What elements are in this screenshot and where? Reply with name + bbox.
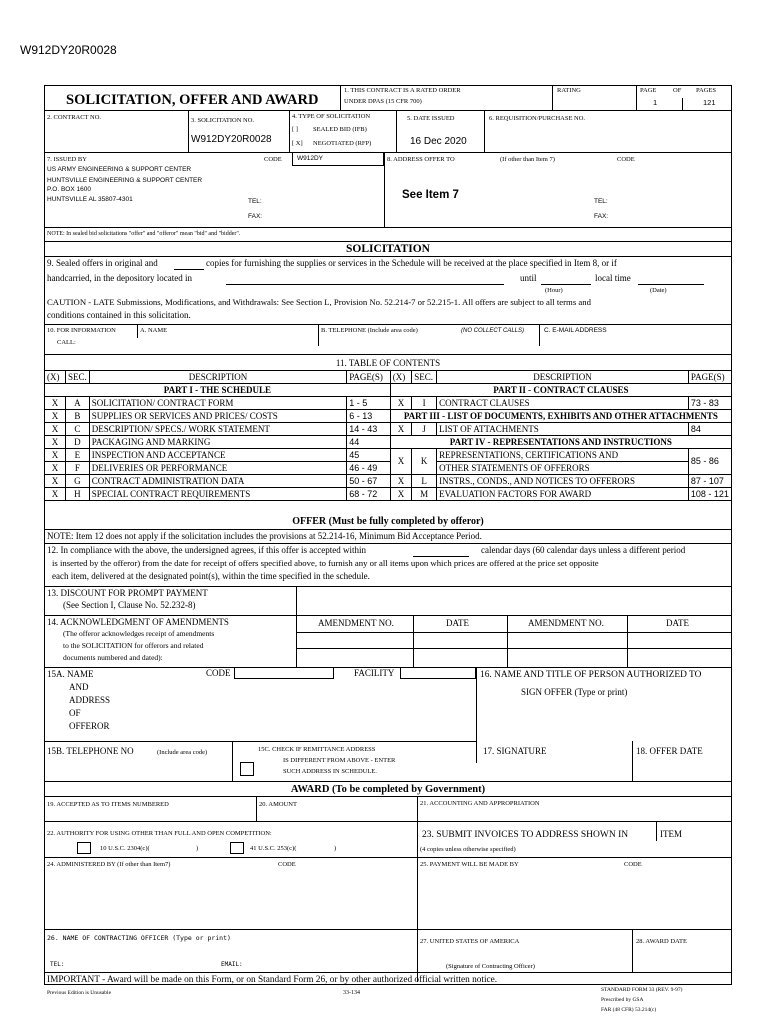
date-issued-label: 5. DATE ISSUED: [407, 115, 455, 122]
usc-2304-checkbox[interactable]: [77, 842, 91, 854]
toc-desc: SUPPLIES OR SERVICES AND PRICES/ COSTS: [89, 410, 347, 423]
toc-pages: 1 - 5: [347, 397, 391, 410]
toc-sec: K: [412, 449, 437, 475]
toc-col-desc-right: DESCRIPTION: [437, 371, 689, 384]
toc-sec: C: [65, 423, 89, 436]
toc-desc: DESCRIPTION/ SPECS./ WORK STATEMENT: [89, 423, 347, 436]
issuer-line-1: US ARMY ENGINEERING & SUPPORT CENTER: [47, 166, 192, 173]
toc-desc: SPECIAL CONTRACT REQUIREMENTS: [89, 488, 347, 501]
item26-tel-label: TEL:: [50, 961, 65, 968]
toc-x: X: [45, 436, 66, 449]
toc-pages: 73 - 83: [688, 397, 731, 410]
toc-pages: 68 - 72: [347, 488, 391, 501]
item12-line1b: calendar days (60 calendar days unless a different period: [481, 545, 686, 555]
toc-col-sec-right: SEC.: [412, 371, 437, 384]
check-15c-line1: 15C. CHECK IF REMITTANCE ADDRESS: [258, 746, 376, 753]
telephone-15b-note: (Include area code): [157, 749, 208, 756]
offer-date-18-label: 18. OFFER DATE: [636, 746, 703, 756]
see-item-7: See Item 7: [402, 189, 459, 201]
of-label: OF: [673, 87, 682, 94]
no-collect-label: (NO COLLECT CALLS): [461, 328, 525, 334]
item23-item-label: ITEM: [660, 829, 682, 839]
address-code-label: CODE: [617, 156, 635, 163]
table-row: [45, 410, 732, 423]
toc-col-x: (X): [45, 371, 66, 384]
check-15c-line3: SUCH ADDRESS IN SCHEDULE.: [283, 768, 377, 775]
item12-note: NOTE: Item 12 does not apply if the solicitation includes the provisions at 52.214-16, Minimum Bid Acceptance Period.: [47, 531, 482, 541]
issuer-fax-label: FAX:: [248, 213, 263, 220]
item26-email-label: EMAIL:: [221, 961, 243, 968]
issuer-code-label: CODE: [264, 156, 282, 163]
table-row: [45, 462, 732, 475]
item24-code-label: CODE: [278, 861, 296, 868]
item23-note: (4 copies unless otherwise specified): [420, 846, 516, 853]
toc-x: X: [45, 410, 66, 423]
sealed-bid-label: SEALED BID (IFB): [313, 126, 367, 133]
toc-pages: 84: [688, 423, 731, 436]
usc-2304-label: 10 U.S.C. 2304(c)(: [100, 845, 150, 852]
offeror-code-label: CODE: [206, 668, 231, 678]
toc-desc: INSPECTION AND ACCEPTANCE: [89, 449, 347, 462]
issuer-tel-label: TEL:: [248, 198, 262, 205]
item27-label: 27. UNITED STATES OF AMERICA: [420, 938, 520, 945]
caution-line1: CAUTION - LATE Submissions, Modifications, and Withdrawals: See Section L, Provision No. 52.214-7 or 52.215-1. All offers are subject to all terms and: [47, 297, 591, 307]
amendment-date-label-1: DATE: [446, 618, 469, 628]
date-label: (Date): [650, 287, 667, 294]
toc-col-desc: DESCRIPTION: [89, 371, 347, 384]
negotiated-mark[interactable]: [ X]: [292, 140, 303, 147]
usc-253-close: ): [334, 845, 337, 852]
ack-line1: 14. ACKNOWLEDGMENT OF AMENDMENTS: [47, 617, 229, 627]
toc-desc: PACKAGING AND MARKING: [89, 436, 347, 449]
discount-clause: (See Section I, Clause No. 52.232-8): [63, 600, 196, 610]
toc-sec: L: [412, 475, 437, 488]
issuer-line-3: P.O. BOX 1600: [47, 186, 91, 193]
address-offer-label: 8. ADDRESS OFFER TO: [387, 156, 455, 163]
toc-x: X: [45, 475, 66, 488]
toc-desc: DELIVERIES OR PERFORMANCE: [89, 462, 347, 475]
toc-desc: LIST OF ATTACHMENTS: [437, 423, 689, 436]
item25-code-label: CODE: [624, 861, 642, 868]
page-label: PAGE: [640, 87, 657, 94]
item9-line2a: handcarried, in the depository located in: [47, 273, 192, 283]
toc-pages: 87 - 107: [688, 475, 731, 488]
footer-far: FAR (48 CFR) 53.214(c): [601, 1007, 657, 1013]
issuer-code-value: W912DY: [297, 155, 324, 162]
hour-blank[interactable]: [541, 284, 591, 285]
toc-pages: 108 - 121: [688, 488, 731, 501]
usc-2304-close: ): [196, 845, 199, 852]
toc-sec: E: [65, 449, 89, 462]
copies-blank[interactable]: [174, 269, 204, 270]
hour-label: (Hour): [545, 287, 563, 294]
offeror-address-label: ADDRESS: [69, 695, 111, 705]
item20-label: 20. AMOUNT: [259, 801, 297, 808]
item23-label: 23. SUBMIT INVOICES TO ADDRESS SHOWN IN: [422, 830, 629, 840]
table-row: [45, 449, 732, 462]
sealed-bid-mark[interactable]: [ ]: [292, 126, 298, 133]
item12-line1a: 12. In compliance with the above, the undersigned agrees, if this offer is accepted within: [47, 545, 366, 555]
footer-form-code: 33-134: [343, 990, 360, 996]
table-row: [45, 436, 732, 449]
offeror-code-field[interactable]: [234, 667, 334, 679]
item24-label: 24. ADMINISTERED BY (If other than Item7): [47, 861, 171, 868]
toc-desc: CONTRACT ADMINISTRATION DATA: [89, 475, 347, 488]
item26-label: 26. NAME OF CONTRACTING OFFICER (Type or print): [47, 934, 231, 942]
table-row: [45, 423, 732, 436]
item21-label: 21. ACCOUNTING AND APPROPRIATION: [420, 800, 540, 807]
item9-line1b: copies for furnishing the supplies or services in the Schedule will be received at the place specified in Item 8, or if: [206, 258, 617, 268]
toc-x: X: [45, 397, 66, 410]
item19-label: 19. ACCEPTED AS TO ITEMS NUMBERED: [47, 801, 169, 808]
page-number: 1: [653, 98, 658, 107]
issuer-line-2: HUNTSVILLE ENGINEERING & SUPPORT CENTER: [47, 177, 203, 184]
toc-sec: I: [412, 397, 437, 410]
item22-label: 22. AUTHORITY FOR USING OTHER THAN FULL AND OPEN COMPETITION:: [47, 830, 272, 837]
ack-line3: to the SOLICITATION for offerors and related: [63, 641, 204, 650]
facility-field[interactable]: [400, 667, 476, 679]
toc-desc: EVALUATION FACTORS FOR AWARD: [437, 488, 689, 501]
offeror-of-label: OF: [69, 708, 81, 718]
item27-signature-label: (Signature of Contracting Officer): [446, 963, 535, 970]
toc-sec: J: [412, 423, 437, 436]
toc-sec: F: [65, 462, 89, 475]
toc-desc: REPRESENTATIONS, CERTIFICATIONS AND: [437, 449, 689, 462]
item16-line1: 16. NAME AND TITLE OF PERSON AUTHORIZED TO: [480, 670, 702, 680]
toc-heading: 11. TABLE OF CONTENTS: [335, 358, 441, 368]
table-row: [45, 488, 732, 501]
toc-part3: PART III - LIST OF DOCUMENTS, EXHIBITS AND OTHER ATTACHMENTS: [390, 410, 731, 423]
solicitation-no-label: 3. SOLICITATION NO.: [191, 117, 255, 124]
item16-line2: SIGN OFFER (Type or print): [521, 687, 628, 697]
toc-col-pages-right: PAGE(S): [688, 371, 731, 384]
facility-label: FACILITY: [354, 668, 395, 678]
date-issued-value: 16 Dec 2020: [410, 136, 467, 147]
item12-line2: is inserted by the offeror) from the date for receipt of offers specified above, to furnish any or all items upon which prices are offered at the price set opposite: [52, 558, 599, 568]
amendment-no-label-1: AMENDMENT NO.: [318, 618, 394, 628]
offer-fax-label: FAX:: [594, 213, 609, 220]
toc-desc: INSTRS., CONDS., AND NOTICES TO OFFERORS: [437, 475, 689, 488]
table-row: [45, 397, 732, 410]
table-row: [45, 475, 732, 488]
date-blank[interactable]: [638, 284, 704, 285]
footer-prescribed: Prescribed by GSA: [601, 997, 644, 1003]
toc-x: X: [390, 397, 412, 410]
toc-sec: G: [65, 475, 89, 488]
contract-no-label: 2. CONTRACT NO.: [47, 114, 102, 121]
email-label: C. E-MAIL ADDRESS: [544, 327, 607, 334]
toc-x: X: [390, 423, 412, 436]
toc-desc: SOLICITATION/ CONTRACT FORM: [89, 397, 347, 410]
amendment-date-label-2: DATE: [666, 618, 689, 628]
info-call-label: CALL:: [57, 339, 76, 346]
toc-x: X: [45, 423, 66, 436]
award-heading: AWARD (To be completed by Government): [290, 784, 486, 795]
negotiated-label: NEGOTIATED (RFP): [313, 140, 372, 147]
offer-heading: OFFER (Must be fully completed by offeror): [292, 516, 484, 527]
toc-x: X: [45, 462, 66, 475]
toc-sec: M: [412, 488, 437, 501]
rated-order-label: 1. THIS CONTRACT IS A RATED ORDER: [344, 87, 461, 94]
depository-blank[interactable]: [226, 284, 504, 285]
toc-sec: B: [65, 410, 89, 423]
telephone-label: B. TELEPHONE (Include area code): [321, 327, 418, 334]
issued-by-label: 7. ISSUED BY: [47, 156, 87, 163]
solicitation-no-value: W912DY20R0028: [191, 134, 272, 145]
contact-name-label: A. NAME: [140, 327, 168, 334]
calendar-days-blank[interactable]: [413, 556, 469, 557]
amendment-no-label-2: AMENDMENT NO.: [528, 618, 604, 628]
rating-label: RATING: [557, 87, 581, 94]
form-title: SOLICITATION, OFFER AND AWARD: [66, 92, 319, 108]
issuer-line-4: HUNTSVILLE AL 35807-4301: [47, 196, 133, 203]
ack-line2: (The offeror acknowledges receipt of amendments: [63, 629, 215, 638]
until-label: until: [520, 273, 537, 283]
total-pages: 121: [703, 98, 716, 107]
footer-standard-form: STANDARD FORM 33 (REV. 9-97): [601, 987, 683, 993]
footer-previous-edition: Previous Edition is Unusable: [47, 990, 112, 996]
table-of-contents: [44, 370, 732, 501]
toc-x: X: [390, 488, 412, 501]
telephone-15b-label: 15B. TELEPHONE NO: [47, 746, 134, 756]
dpas-label: UNDER DPAS (15 CFR 700): [344, 98, 422, 105]
toc-x: X: [45, 488, 66, 501]
toc-col-sec: SEC.: [65, 371, 89, 384]
toc-x: X: [390, 449, 412, 475]
item12-line3: each item, delivered at the designated point(s), within the time specified in the schedule.: [52, 571, 370, 581]
toc-pages: 44: [347, 436, 391, 449]
toc-pages: 46 - 49: [347, 462, 391, 475]
remittance-checkbox[interactable]: [240, 762, 254, 776]
toc-sec: D: [65, 436, 89, 449]
toc-pages: 45: [347, 449, 391, 462]
toc-part1: PART I - THE SCHEDULE: [45, 384, 391, 397]
toc-x: X: [390, 475, 412, 488]
item28-label: 28. AWARD DATE: [636, 938, 687, 945]
toc-pages: 14 - 43: [347, 423, 391, 436]
offeror-offeror-label: OFFEROR: [69, 721, 110, 731]
toc-x: X: [45, 449, 66, 462]
item25-label: 25. PAYMENT WILL BE MADE BY: [420, 861, 519, 868]
solicitation-heading: SOLICITATION: [346, 243, 430, 255]
item9-line1a: 9. Sealed offers in original and: [47, 258, 158, 268]
toc-desc: CONTRACT CLAUSES: [437, 397, 689, 410]
toc-desc: OTHER STATEMENTS OF OFFERORS: [437, 462, 689, 475]
toc-part2: PART II - CONTRACT CLAUSES: [390, 384, 731, 397]
toc-sec: A: [65, 397, 89, 410]
ack-line4: documents numbered and dated):: [63, 653, 163, 662]
caution-line2: conditions contained in this solicitation.: [47, 310, 191, 320]
local-time-label: local time: [595, 273, 631, 283]
solicitation-type-label: 4. TYPE OF SOLICITATION: [292, 113, 371, 120]
discount-label: 13. DISCOUNT FOR PROMPT PAYMENT: [47, 588, 208, 598]
usc-253-checkbox[interactable]: [230, 842, 244, 854]
toc-pages: 85 - 86: [688, 449, 731, 475]
document-id: W912DY20R0028: [20, 43, 117, 57]
offer-tel-label: TEL:: [594, 198, 608, 205]
toc-pages: 50 - 67: [347, 475, 391, 488]
offeror-and-label: AND: [69, 682, 89, 692]
offeror-name-label: 15A. NAME: [47, 669, 94, 679]
check-15c-line2: IS DIFFERENT FROM ABOVE - ENTER: [283, 757, 396, 764]
info-label: 10. FOR INFORMATION: [47, 327, 116, 334]
toc-part4: PART IV - REPRESENTATIONS AND INSTRUCTIONS: [390, 436, 731, 449]
toc-col-pages: PAGE(S): [347, 371, 391, 384]
sealed-bid-note: NOTE: In sealed bid solicitations "offer" and "offeror" mean "bid" and "bidder".: [47, 231, 241, 237]
toc-sec: H: [65, 488, 89, 501]
usc-253-label: 41 U.S.C. 253(c)(: [250, 845, 297, 852]
signature-17-label: 17. SIGNATURE: [483, 746, 547, 756]
pages-label: PAGES: [696, 87, 716, 94]
toc-col-x-right: (X): [390, 371, 412, 384]
important-note: IMPORTANT - Award will be made on this Form, or on Standard Form 26, or by other authorized official written notice.: [47, 975, 498, 985]
requisition-label: 6. REQUISITION/PURCHASE NO.: [489, 115, 586, 122]
address-offer-note: (If other than Item 7): [500, 156, 555, 163]
toc-pages: 6 - 13: [347, 410, 391, 423]
